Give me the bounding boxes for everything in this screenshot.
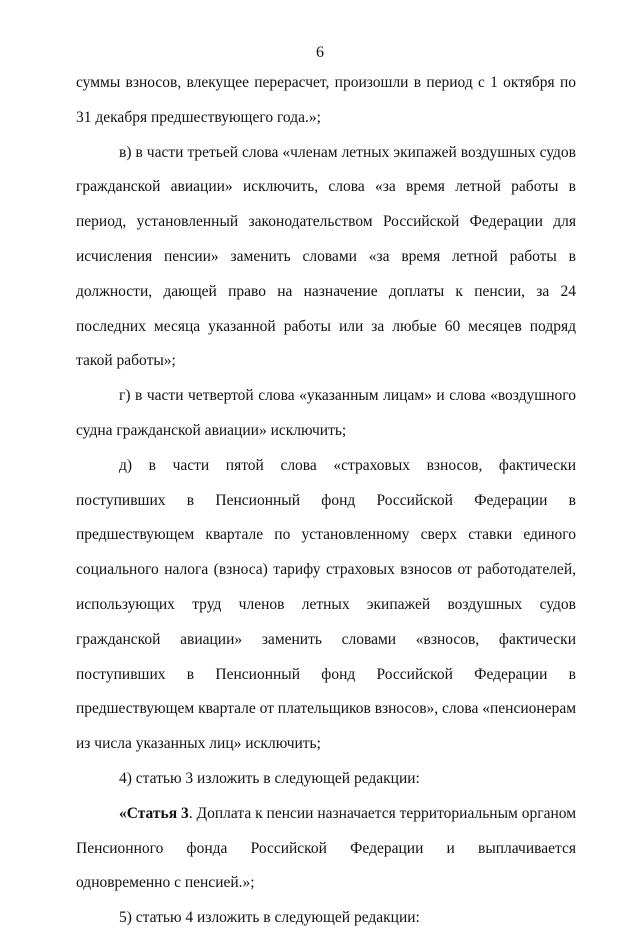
article-3-text: . Доплата к пенсии назначается территориальным органом Пенсионного фонда Российской Федерации и выплачивается одновременно с пенсией.»; bbox=[76, 804, 577, 892]
document-body bbox=[76, 66, 576, 936]
page-number: 6 bbox=[316, 44, 324, 61]
paragraph-item-v: в) в части третьей слова «членам летных экипажей воздушных судов гражданской авиации» исключить, слова «за время летной работы в период, установленный законодательством Российской Федерации для исчисления пенсии» заменить словами «за время летной работы в должности, дающей право на назначение доплаты к пенсии, за 24 последних месяца указанной работы или за любые 60 месяцев подряд такой работы»; bbox=[76, 143, 576, 370]
paragraph-item-g: г) в части четвертой слова «указанным лицам» и слова «воздушного судна гражданской авиации» исключить; bbox=[76, 387, 576, 439]
paragraph-item-d: д) в части пятой слова «страховых взносов, фактически поступивших в Пенсионный фонд Российской Федерации в предшествующем квартале по установленному сверх ставки единого социального налога (взноса) тарифу страховых взносов от работодателей, использующих труд членов летных экипажей воздушных судов гражданской авиации» заменить словами «взносов, фактически поступивших в Пенсионный фонд Российской Федерации в предшествующем квартале от плательщиков взносов», слова «пенсионерам из числа указанных лиц» исключить; bbox=[76, 456, 577, 753]
paragraph-article-3 bbox=[76, 797, 576, 901]
paragraph-item-4: 4) статью 3 изложить в следующей редакции: bbox=[119, 769, 420, 787]
paragraph-item-5: 5) статью 4 изложить в следующей редакции: bbox=[119, 909, 420, 927]
paragraph-continuation: суммы взносов, влекущее перерасчет, произошли в период с 1 октября по 31 декабря предшествующего года.»; bbox=[76, 74, 576, 126]
article-3-heading: «Статья 3 bbox=[119, 804, 189, 822]
